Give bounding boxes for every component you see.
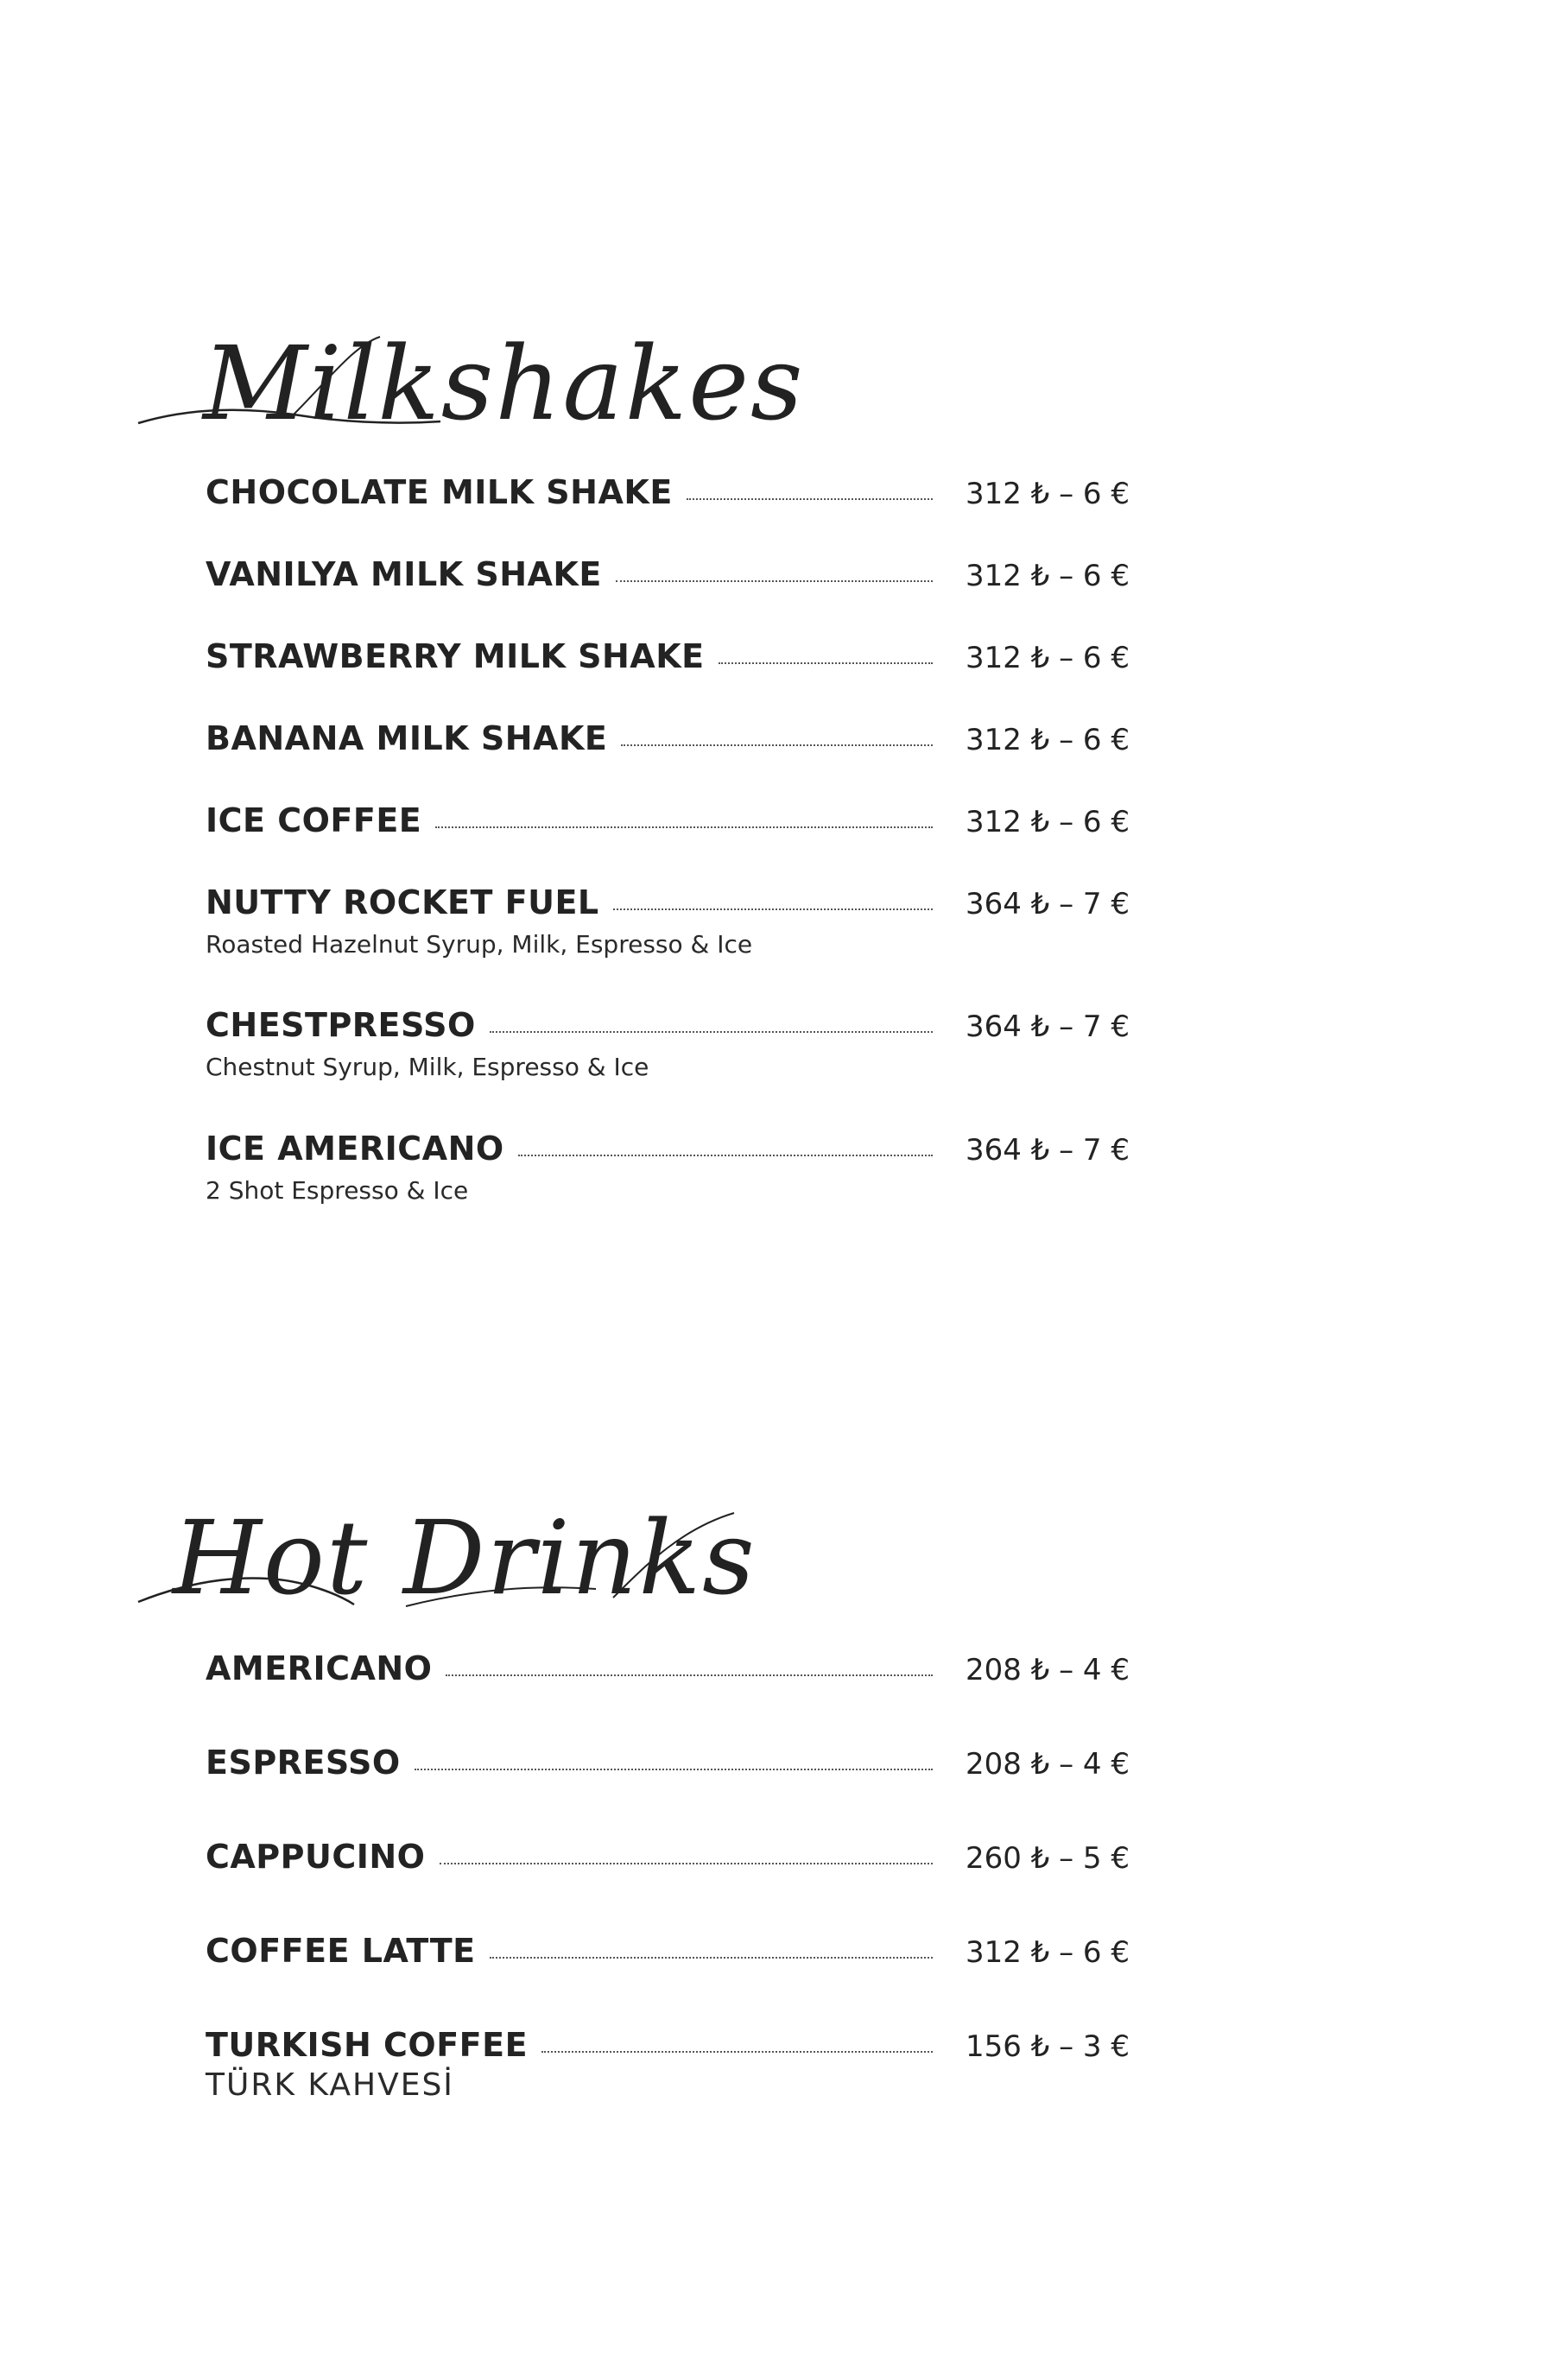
menu-item (206, 719, 1130, 757)
menu-item (206, 1932, 1130, 1970)
item-name: ICE AMERICANO (206, 1130, 504, 1168)
item-name: CHESTPRESSO (206, 1006, 476, 1044)
menu-item (206, 2026, 1130, 2103)
item-name: TURKISH COFFEE (206, 2026, 529, 2064)
menu-item (206, 883, 1130, 959)
item-name: ESPRESSO (206, 1744, 401, 1782)
item-description: 2 Shot Espresso & Ice (206, 1176, 469, 1205)
menu-item (206, 1744, 1130, 1782)
item-price: 312 ₺ – 6 € (965, 1935, 1130, 1970)
item-price: 312 ₺ – 6 € (965, 805, 1130, 839)
item-price: 312 ₺ – 6 € (965, 559, 1130, 593)
item-price: 364 ₺ – 7 € (965, 1133, 1130, 1168)
menu-item (206, 1838, 1130, 1876)
item-description: Chestnut Syrup, Milk, Espresso & Ice (206, 1053, 649, 1081)
item-name: CAPPUCINO (206, 1838, 426, 1876)
item-price: 312 ₺ – 6 € (965, 723, 1130, 757)
item-name: COFFEE LATTE (206, 1932, 476, 1970)
item-price: 208 ₺ – 4 € (965, 1747, 1130, 1782)
dot-leader (616, 579, 933, 582)
item-price: 312 ₺ – 6 € (965, 641, 1130, 675)
menu-item (206, 473, 1130, 511)
dot-leader (621, 744, 933, 746)
dot-leader (446, 1674, 933, 1676)
milkshakes-title: Milkshakes (203, 324, 805, 443)
item-name: BANANA MILK SHAKE (206, 719, 608, 757)
menu-item (206, 1649, 1130, 1687)
item-name: AMERICANO (206, 1649, 433, 1687)
item-price: 364 ₺ – 7 € (965, 887, 1130, 921)
item-name: VANILYA MILK SHAKE (206, 555, 602, 593)
item-name: STRAWBERRY MILK SHAKE (206, 637, 705, 675)
item-price: 260 ₺ – 5 € (965, 1841, 1130, 1876)
dot-leader (440, 1862, 934, 1864)
menu-item (206, 1130, 1130, 1205)
menu-item (206, 801, 1130, 839)
dot-leader (541, 2050, 933, 2053)
item-price: 208 ₺ – 4 € (965, 1653, 1130, 1687)
item-description: Roasted Hazelnut Syrup, Milk, Espresso & Ice (206, 930, 753, 959)
dot-leader (613, 908, 933, 910)
dot-leader (719, 661, 933, 664)
item-price: 312 ₺ – 6 € (965, 477, 1130, 511)
menu-item (206, 1006, 1130, 1081)
item-name: CHOCOLATE MILK SHAKE (206, 473, 673, 511)
dot-leader (490, 1030, 933, 1033)
item-subtitle: TÜRK KAHVESİ (206, 2067, 454, 2103)
menu-item (206, 555, 1130, 593)
hot-drinks-title: Hot Drinks (173, 1498, 757, 1617)
dot-leader (415, 1768, 933, 1770)
item-price: 156 ₺ – 3 € (965, 2029, 1130, 2064)
dot-leader (435, 826, 933, 828)
dot-leader (490, 1956, 933, 1959)
item-name: NUTTY ROCKET FUEL (206, 883, 599, 921)
item-price: 364 ₺ – 7 € (965, 1010, 1130, 1044)
dot-leader (687, 497, 933, 500)
dot-leader (518, 1154, 933, 1156)
item-name: ICE COFFEE (206, 801, 422, 839)
menu-item (206, 637, 1130, 675)
